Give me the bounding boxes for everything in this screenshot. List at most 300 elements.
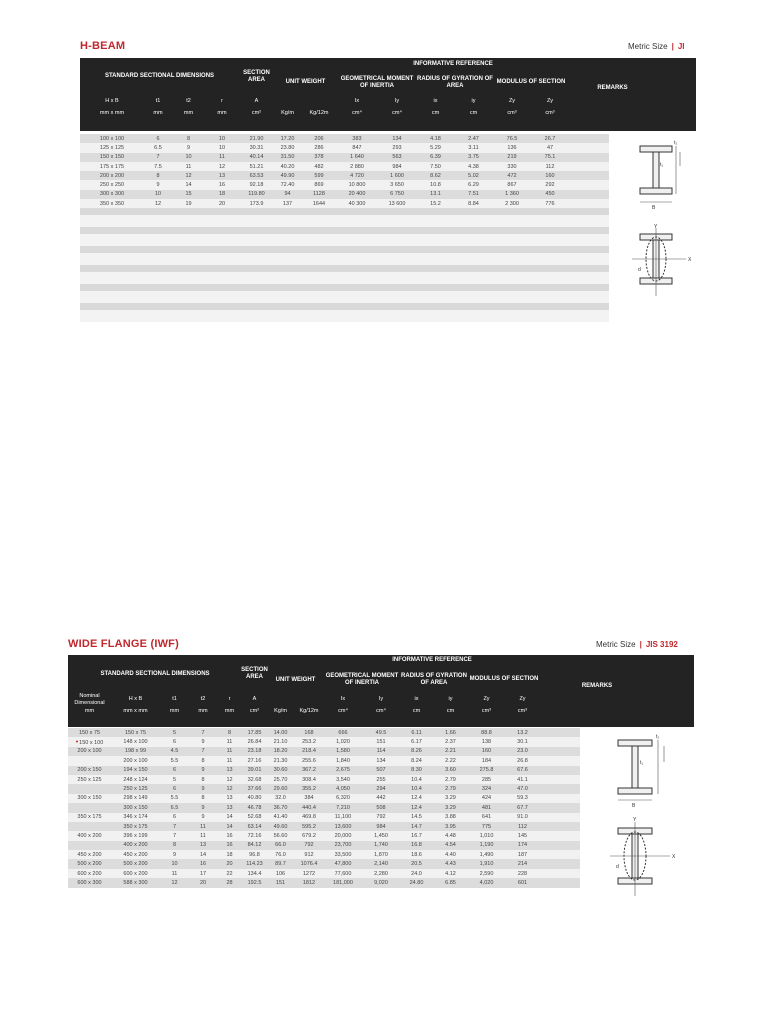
table-cell: 12	[171, 879, 178, 886]
table-cell: 324	[481, 786, 492, 793]
table-cell: 30.31	[249, 144, 264, 151]
table-cell: 400 x 200	[123, 842, 148, 849]
header-symbol: Iy	[394, 97, 400, 104]
table-cell: 9	[172, 851, 177, 858]
metric-size-label: Metric Size	[628, 42, 668, 51]
table-cell: 174	[517, 842, 528, 849]
table-cell: 1,010	[479, 832, 494, 839]
table-cell: 16	[226, 832, 233, 839]
table-cell: 36.70	[273, 804, 288, 811]
table-cell: 23.80	[280, 144, 295, 151]
table-cell: 119.80	[248, 191, 265, 198]
table-cell: 5	[172, 776, 177, 783]
table-cell: 6.17	[411, 739, 422, 746]
table-cell: 219	[507, 154, 517, 161]
table-row	[68, 869, 580, 878]
header-informative: INFORMATIVE REFERENCE	[413, 60, 493, 67]
table-cell: 641	[481, 814, 492, 821]
table-cell: 10	[218, 144, 226, 151]
table-cell: 8.30	[411, 767, 422, 774]
table-cell: 12	[154, 200, 162, 207]
table-cell: 10	[218, 135, 226, 142]
table-cell: 25.70	[273, 776, 288, 783]
table-cell: 173.9	[249, 200, 264, 207]
table-cell: 440.4	[302, 804, 316, 811]
table-cell: 47,800	[334, 861, 352, 868]
table-cell: 330	[507, 163, 517, 170]
table-cell: 1,840	[336, 757, 350, 764]
table-cell: 384	[304, 795, 314, 802]
table-cell: 12.4	[411, 795, 422, 802]
table-cell: 10 800	[348, 182, 366, 189]
table-cell: 3,540	[336, 776, 350, 783]
header-symbol: ix	[414, 696, 419, 703]
table-cell: 187	[517, 851, 528, 858]
table-cell: 13	[226, 804, 233, 811]
header-unit: mm x mm	[123, 708, 148, 715]
header-unit: mm	[153, 109, 163, 116]
table-cell: 14.00	[273, 729, 288, 736]
table-cell: 17.20	[280, 135, 295, 142]
table-cell: 72.40	[280, 182, 295, 189]
header-modulus: MODULUS OF SECTION	[469, 676, 539, 683]
header-unit: mm	[198, 708, 208, 715]
table-cell: 2.37	[445, 739, 456, 746]
table-cell: 20	[199, 879, 207, 886]
table-cell: 4,050	[336, 786, 350, 793]
empty-table-row	[80, 303, 609, 310]
table-cell: 8.62	[430, 172, 441, 179]
header-unit: cm⁴	[392, 109, 402, 116]
table-cell: 9	[201, 814, 205, 821]
wf-title: WIDE FLANGE (IWF)	[68, 638, 179, 650]
table-cell: 2,140	[374, 861, 388, 868]
table-cell: 200 x 200	[99, 172, 125, 179]
table-cell: 12	[226, 786, 233, 793]
svg-text:t₁: t₁	[660, 162, 664, 168]
table-cell: 18.20	[273, 748, 288, 755]
table-cell: 3.11	[468, 144, 479, 151]
table-cell: 151	[376, 739, 386, 746]
table-cell: 218.4	[302, 748, 316, 755]
table-cell: 3.29	[445, 804, 456, 811]
table-row	[80, 153, 609, 162]
table-cell: 21.90	[249, 135, 264, 142]
table-cell: 6.85	[445, 879, 456, 886]
table-cell: 13.2	[517, 729, 528, 736]
table-cell: 396 x 199	[123, 832, 148, 839]
table-cell: 150 x 75	[124, 729, 147, 736]
table-cell: 8	[201, 776, 205, 783]
header-symbol: Zy	[546, 97, 554, 104]
table-cell: 792	[304, 842, 314, 849]
table-cell: 5.5	[170, 757, 179, 764]
table-cell: 7	[201, 729, 205, 736]
table-cell: 10.4	[411, 776, 422, 783]
table-cell: 10.8	[430, 182, 441, 189]
table-row	[80, 199, 609, 208]
table-cell: 40.20	[280, 163, 295, 170]
header-section-area: SECTION AREA	[241, 667, 268, 680]
svg-text:d: d	[638, 267, 641, 273]
table-cell: 10	[171, 861, 178, 868]
hbeam-table-body	[80, 134, 609, 322]
table-cell: 250 x 125	[77, 776, 102, 783]
header-unit: cm²	[251, 109, 262, 116]
table-cell: 8	[172, 842, 177, 849]
table-cell: 96.8	[249, 851, 260, 858]
table-row	[68, 737, 580, 746]
table-cell: 49.60	[273, 823, 288, 830]
table-cell: 6.29	[468, 182, 479, 189]
table-cell: 8	[156, 172, 160, 179]
table-cell: 1,910	[479, 861, 494, 868]
empty-table-row	[80, 234, 609, 246]
table-cell: 8.26	[411, 748, 422, 755]
table-cell: 3 650	[390, 182, 404, 189]
table-cell: 1 600	[390, 172, 404, 179]
table-cell: 600 x 300	[77, 879, 102, 886]
table-cell: 5.02	[468, 172, 479, 179]
table-cell: 12.4	[411, 804, 422, 811]
table-cell: 40 300	[348, 200, 366, 207]
table-cell: 6	[156, 135, 160, 142]
header-standard-dims: STANDARD SECTIONAL DIMENSIONS	[104, 73, 215, 80]
table-cell: 867	[507, 182, 517, 189]
table-cell: 12	[226, 776, 233, 783]
table-cell: 2.79	[445, 776, 456, 783]
table-cell: 7.51	[468, 191, 479, 198]
table-cell: 300 x 150	[77, 795, 102, 802]
table-cell: 300 x 300	[99, 191, 125, 198]
hbeam-title: H-BEAM	[80, 40, 126, 52]
table-cell: 1076.4	[300, 861, 318, 868]
header-unit-weight: UNIT WEIGHT	[275, 677, 316, 684]
hbeam-section-diagram	[630, 136, 696, 304]
table-cell: 20.5	[411, 861, 422, 868]
table-cell: 39.01	[247, 767, 262, 774]
table-cell: 23.18	[247, 748, 262, 755]
header-symbol: Zy	[483, 696, 490, 703]
table-cell: 11	[226, 739, 233, 746]
table-cell: 4 720	[350, 172, 364, 179]
table-cell: 77,600	[334, 870, 352, 877]
empty-table-row	[80, 253, 609, 265]
table-cell: 1272	[302, 870, 316, 877]
table-cell: 4.48	[445, 832, 456, 839]
table-row	[68, 775, 580, 784]
table-cell: 228	[517, 870, 528, 877]
header-modulus: MODULUS OF SECTION	[496, 79, 566, 86]
table-cell: 595.2	[302, 823, 316, 830]
table-cell: 255	[376, 776, 386, 783]
header-remarks: REMARKS	[597, 85, 628, 92]
svg-text:t₂: t₂	[656, 734, 660, 740]
table-cell: 51.21	[249, 163, 264, 170]
table-cell: 20	[226, 861, 233, 868]
table-cell: 298 x 149	[123, 795, 148, 802]
table-cell: 1,870	[374, 851, 388, 858]
table-cell: 37.66	[247, 786, 262, 793]
table-cell: 508	[376, 804, 386, 811]
table-cell: 114	[376, 748, 386, 755]
table-cell: 47.0	[517, 786, 528, 793]
table-cell: 184	[481, 757, 492, 764]
header-unit-weight: UNIT WEIGHT	[285, 79, 326, 86]
table-cell: 6.11	[411, 729, 422, 736]
table-cell: 984	[376, 823, 386, 830]
header-symbol: t2	[186, 97, 191, 104]
table-cell: 11	[171, 870, 178, 877]
table-cell: 12	[218, 163, 226, 170]
table-cell: 94	[284, 191, 291, 198]
table-cell: 8.24	[411, 757, 422, 764]
table-cell: 200 x 100	[77, 748, 102, 755]
table-cell: 346 x 174	[123, 814, 148, 821]
table-cell: 481	[481, 804, 492, 811]
table-cell: 482	[314, 163, 324, 170]
table-cell: 300 x 150	[123, 804, 148, 811]
table-cell: 9,020	[374, 879, 388, 886]
header-unit: cm	[431, 109, 440, 116]
header-unit: cm⁴	[338, 708, 348, 715]
table-cell: 2 880	[350, 163, 364, 170]
table-row	[68, 850, 580, 859]
table-cell: 666	[338, 729, 348, 736]
table-cell: 286	[314, 144, 324, 151]
table-cell: 6.39	[430, 154, 441, 161]
table-cell: 89.7	[275, 861, 286, 868]
table-cell: 32.0	[275, 795, 286, 802]
table-cell: 1,740	[374, 842, 388, 849]
table-cell: 7	[156, 154, 160, 161]
header-unit: mm	[217, 109, 227, 116]
header-unit: cm	[446, 708, 455, 715]
empty-table-row	[80, 265, 609, 272]
table-cell: 255.6	[302, 757, 316, 764]
table-cell: 7.5	[154, 163, 162, 170]
table-cell: 17.85	[247, 729, 262, 736]
table-cell: 912	[304, 851, 314, 858]
table-cell: 18	[226, 851, 233, 858]
table-cell: 378	[314, 154, 324, 161]
header-unit: cm³	[481, 708, 492, 715]
table-cell: 175 x 175	[99, 163, 125, 170]
table-cell: 308.4	[302, 776, 316, 783]
table-cell: 6.5	[154, 144, 162, 151]
table-cell: 1644	[312, 200, 326, 207]
table-cell: 24.80	[409, 879, 424, 886]
table-cell: 13.1	[430, 191, 441, 198]
header-unit: mm x mm	[99, 109, 125, 116]
table-row	[80, 134, 609, 143]
header-unit: cm³	[517, 708, 528, 715]
table-cell: 181,000	[333, 879, 353, 886]
table-cell: 11	[226, 748, 233, 755]
table-cell: 11	[219, 154, 225, 161]
table-cell: 2.22	[445, 757, 456, 764]
table-cell: 84.12	[247, 842, 262, 849]
table-cell: 134	[376, 757, 386, 764]
table-row	[80, 180, 609, 189]
table-cell: 9	[156, 182, 160, 189]
wf-metric-size	[596, 640, 678, 649]
table-cell: 450	[545, 191, 555, 198]
table-cell: 13 600	[388, 200, 406, 207]
table-cell: 14.7	[411, 823, 422, 830]
table-cell: 1,450	[374, 832, 388, 839]
table-cell: 63.14	[247, 823, 262, 830]
header-radius: RADIUS OF GYRATION OF AREA	[417, 75, 493, 89]
header-symbol: r	[221, 97, 223, 104]
separator: |	[671, 42, 674, 51]
header-unit: cm⁴	[352, 109, 362, 116]
table-row	[68, 822, 580, 831]
table-cell: 563	[392, 154, 402, 161]
table-cell: 160	[481, 748, 492, 755]
table-cell: 16	[218, 182, 226, 189]
table-cell: 14	[226, 823, 233, 830]
metric-size-label: Metric Size	[596, 640, 636, 649]
table-cell: 32.68	[247, 776, 262, 783]
table-cell: 66.0	[275, 842, 286, 849]
table-cell: 6.5	[170, 804, 179, 811]
table-cell: 16.8	[411, 842, 422, 849]
header-standard-dims: STANDARD SECTIONAL DIMENSIONS	[100, 670, 210, 677]
table-cell: 11	[200, 832, 206, 839]
table-cell: 4.18	[430, 135, 441, 142]
table-cell: 112	[545, 163, 555, 170]
table-cell: 41.40	[273, 814, 288, 821]
table-cell: 8	[201, 795, 205, 802]
svg-text:Y: Y	[654, 224, 658, 230]
table-cell: 424	[481, 795, 492, 802]
table-cell: 100 x 100	[99, 135, 125, 142]
table-cell: 9	[186, 144, 191, 151]
table-cell: 76.0	[275, 851, 286, 858]
table-cell: 24.0	[411, 870, 422, 877]
table-cell: 350 x 350	[99, 200, 125, 207]
table-cell: 49.5	[375, 729, 387, 736]
table-cell: 500 x 200	[123, 861, 148, 868]
table-row	[68, 813, 580, 822]
svg-text:t₂: t₂	[674, 140, 678, 146]
table-cell: 206	[314, 135, 324, 142]
table-cell: 13	[218, 172, 226, 179]
header-geometrical: GEOMETRICAL MOMENT OF INERTIA	[340, 75, 414, 89]
table-cell: 500 x 200	[77, 861, 102, 868]
table-cell: 40.80	[247, 795, 262, 802]
table-cell: 367.2	[302, 767, 316, 774]
table-cell: 350 x 175	[123, 823, 148, 830]
header-symbol: A	[252, 696, 257, 703]
table-cell: 1 640	[350, 154, 364, 161]
empty-table-row	[80, 310, 609, 322]
table-cell: 984	[392, 163, 402, 170]
table-cell: 350 x 175	[77, 814, 102, 821]
empty-table-row	[80, 227, 609, 234]
table-cell: 1,020	[336, 739, 350, 746]
table-cell: 23,700	[334, 842, 352, 849]
table-cell: 67.7	[517, 804, 528, 811]
table-cell: 19	[185, 200, 192, 207]
table-cell: 9	[201, 767, 205, 774]
svg-text:B: B	[632, 803, 636, 809]
table-row	[68, 784, 580, 793]
svg-text:t₁: t₁	[640, 760, 644, 766]
header-section-area: SECTION AREA	[243, 69, 270, 83]
table-row	[68, 756, 580, 765]
table-cell: 248 x 124	[123, 776, 148, 783]
table-cell: 776	[545, 200, 555, 207]
table-cell: 1812	[302, 879, 316, 886]
header-symbol: t1	[172, 696, 177, 703]
table-cell: 4.5	[170, 748, 179, 755]
table-cell: 9	[201, 739, 205, 746]
table-cell: 250 x 250	[99, 182, 125, 189]
table-cell: 4.38	[468, 163, 479, 170]
header-symbol: Zy	[519, 696, 526, 703]
table-cell: 194 x 150	[123, 767, 148, 774]
table-cell: 16.7	[411, 832, 422, 839]
table-row	[68, 766, 580, 775]
header-unit: mm	[169, 708, 180, 715]
table-cell: 14	[199, 851, 207, 858]
header-symbol: iy	[471, 97, 476, 104]
table-cell: 847	[352, 144, 362, 151]
table-cell: 10	[185, 154, 192, 161]
table-cell: 4.54	[445, 842, 456, 849]
table-row	[80, 162, 609, 171]
table-cell: 151	[275, 879, 286, 886]
table-cell: 14	[226, 814, 233, 821]
table-cell: 63.53	[249, 172, 264, 179]
table-cell: 7	[201, 748, 205, 755]
table-cell: 41.1	[517, 776, 528, 783]
empty-table-row	[80, 215, 609, 227]
header-symbol: Ix	[354, 97, 360, 104]
header-symbol: Ix	[340, 696, 346, 703]
table-cell: 383	[352, 135, 362, 142]
header-symbol: H x B	[128, 696, 143, 703]
empty-table-row	[80, 246, 609, 253]
table-cell: 469.8	[302, 814, 316, 821]
table-cell: 56.60	[273, 832, 288, 839]
table-cell: 214	[517, 861, 528, 868]
table-row	[68, 803, 580, 812]
table-cell: 136	[507, 144, 517, 151]
table-cell: 3.60	[445, 767, 456, 774]
header-unit: mm	[183, 109, 194, 116]
table-cell: 198 x 99	[124, 748, 147, 755]
empty-table-row	[80, 284, 609, 291]
empty-table-row	[80, 208, 609, 215]
header-radius: RADIUS OF GYRATION OF AREA	[401, 672, 467, 686]
table-cell: 92.18	[249, 182, 264, 189]
header-symbol: t1	[155, 97, 161, 104]
table-cell: 294	[376, 786, 386, 793]
table-cell: 285	[481, 776, 492, 783]
table-cell: 40.14	[249, 154, 264, 161]
table-cell: 91.0	[517, 814, 528, 821]
table-cell: 192.5	[247, 879, 262, 886]
table-cell: 21.30	[273, 757, 288, 764]
table-cell: 600 x 200	[123, 870, 148, 877]
table-cell: 2,590	[479, 870, 494, 877]
hbeam-metric-size	[628, 42, 684, 51]
table-cell: 5.29	[430, 144, 441, 151]
table-row	[80, 190, 609, 199]
